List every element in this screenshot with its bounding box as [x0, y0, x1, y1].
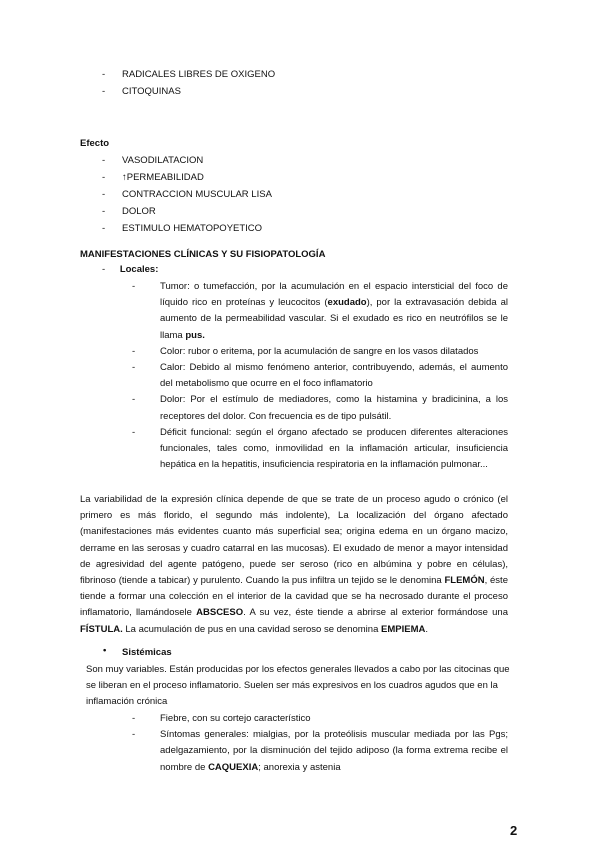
list-item-sintomas: - Síntomas generales: mialgias, por la proteólisis muscular mediada por las Pgs; adelgazamiento, por la disminución del tejido adiposo (la forma extrema recibe el nombre de CAQUEXIA; anorexia y astenia — [132, 729, 508, 773]
list-item-deficit: - Déficit funcional: según el órgano afectado se producen diferentes alteraciones funcionales, tales como, inmovilidad en la inflamación articular, insuficiencia hepática en la hepatitis, insuficiencia respiratoria en la inflamación pulmonar... — [132, 426, 508, 471]
sistemicas-text: Son muy variables. Están producidas por los efectos generales llevados a cabo por las citocinas que se liberan en el proceso inflamatorio. Suelen ser más expresivos en los cuadros agudos que en la inflamación crónica — [86, 664, 510, 708]
list-item: - CITOQUINAS — [102, 86, 181, 97]
top-list — [82, 66, 275, 100]
manifestaciones-heading: MANIFESTACIONES CLÍNICAS Y SU FISIOPATOLOGÍA — [80, 249, 326, 260]
list-item: - CONTRACCION MUSCULAR LISA — [102, 189, 272, 200]
list-item: - ESTIMULO HEMATOPOYETICO — [102, 223, 263, 234]
efecto-list — [82, 152, 272, 237]
list-item: - DOLOR — [102, 206, 156, 217]
page-number: 2 — [510, 823, 518, 838]
sistemicas-heading: Sistémicas — [122, 647, 172, 658]
list-item: - RADICALES LIBRES DE OXIGENO — [102, 69, 276, 80]
list-item-tumor: - Tumor: o tumefacción, por la acumulación en el espacio intersticial del foco de líquido rico en proteínas y leucocitos (exudado), por la extravasación debida al aumento de la permeabilidad vascular. Si el exudado es rico en neutrófilos se le llama pus. — [132, 281, 508, 341]
sistemicas-bullet: • — [103, 645, 107, 656]
list-item: - VASODILATACION — [102, 155, 204, 166]
variabilidad-paragraph: La variabilidad de la expresión clínica depende de que se trate de un proceso agudo o crónico (el primero es más florido, el segundo más indolente), La localización del órgano afectado (manifestaciones más evidentes cuanto más superficial sea; origina edema en un órgano macizo, derrame en las serosas y cuadro catarral en las mucosas). El exudado de menor a mayor intensidad de agresividad del agente patógeno, puede ser seroso (rico en albúmina y pobre en células), fibrinoso (tiende a tabicar) y purulento. Cuando la pus infiltra un tejido se le denomina FLEMÓN, éste tiende a formar una colección en el interior de la cavidad que se ha necrosado durante el proceso inflamatorio, llamándosele ABSCESO. A su vez, éste tiende a abrirse al exterior formándose una FÍSTULA. La acumulación de pus en una cavidad seroso se denomina EMPIEMA. — [80, 494, 508, 635]
efecto-heading: Efecto — [80, 138, 110, 149]
list-item-calor: - Calor: Debido al mismo fenómeno anterior, contribuyendo, además, el aumento del metabolismo que ocurre en el foco inflamatorio — [132, 362, 508, 390]
sistemicas-list — [132, 711, 508, 776]
list-item-fiebre: - Fiebre, con su cortejo característico — [132, 713, 311, 724]
list-item: - ↑PERMEABILIDAD — [102, 172, 204, 183]
list-item-dolor: - Dolor: Por el estímulo de mediadores, como la histamina y bradicinina, a los receptores del dolor. Con frecuencia es de tipo pulsátil. — [132, 394, 508, 422]
locales-label: Locales: — [119, 264, 159, 275]
locales-list — [132, 279, 508, 473]
list-item-color: - Color: rubor o eritema, por la acumulación de sangre en los vasos dilatados — [132, 345, 479, 357]
locales-label-row: - Locales: — [102, 264, 159, 275]
